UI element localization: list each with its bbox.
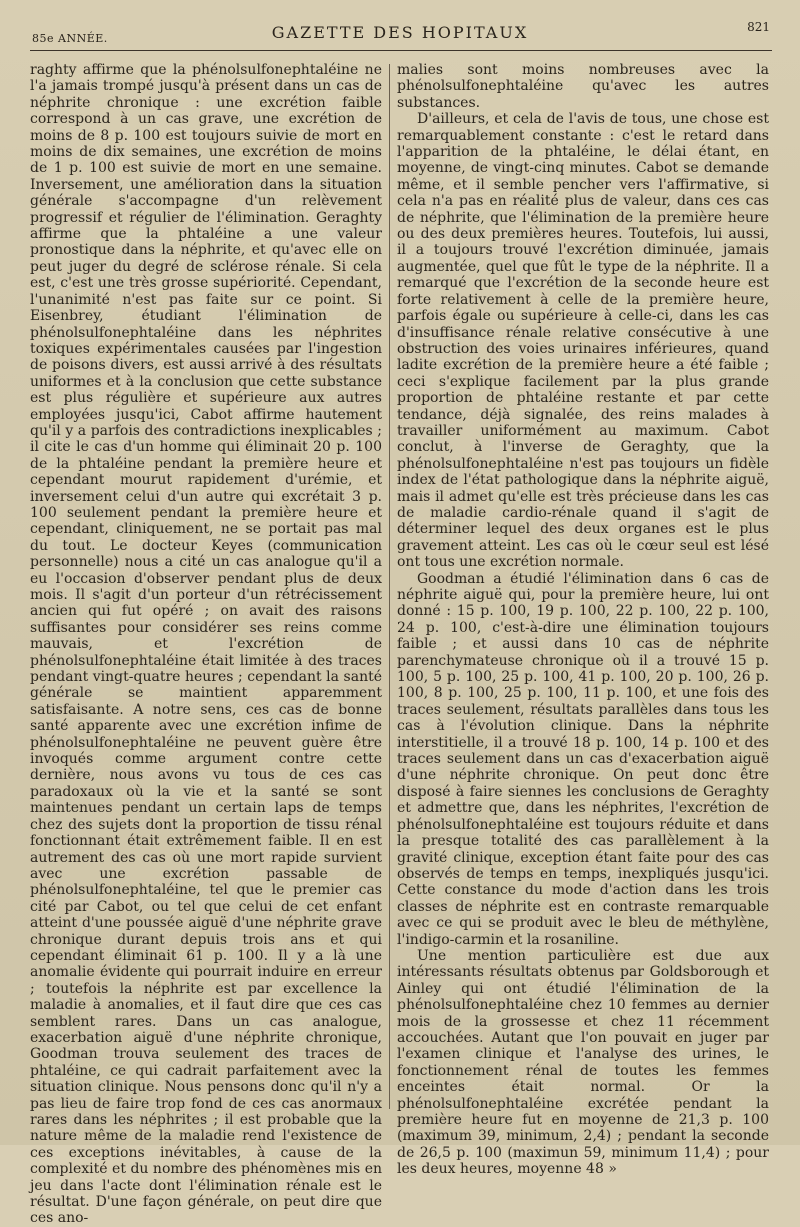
left-paragraph-1: raghty affirme que la phénolsulfonephtaléine ne l'a jamais trompé jusqu'à présent dans un cas de néphrite chronique : une excrétion faible correspond à un cas grave, une excrétion de moins de 8 p. 100 est toujours suivie de mort en moins de dix semaines, une excrétion de moins de 1 p. 100 est suivie de mort en une semaine. Inversement, une amélioration dans la situation générale s'accompagne d'un relèvement progressif et régulier de l'élimination. Geraghty affirme que la phtaléine a une valeur pronostique dans la néphrite, et qu'avec elle on peut juger du degré de sclérose rénale. Si cela est, c'est une très grosse supériorité. Cependant, l'unanimité n'est pas faite sur ce point. Si Eisenbrey, étudiant l'élimination de phénolsulfonephtaléine dans les néphrites toxiques expérimentales causées par l'ingestion de poisons divers, est aussi arrivé à des résultats uniformes et à la conclusion que cette substance est plus régulière et supérieure aux autres employées jusqu'ici, Cabot affirme hautement qu'il y a parfois des contradictions inexplicables ; il cite le cas d'un homme qui éliminait 20 p. 100 de la phtaléine pendant la première heure et cependant mourut rapidement d'urémie, et inversement celui d'un autre qui excrétait 3 p. 100 seulement pendant la première heure et cependant, cliniquement, ne se portait pas mal du tout. Le docteur Keyes (communication personnelle) nous a cité un cas analogue qu'il a eu l'occasion d'observer pendant plus de deux mois. Il s'agit d'un porteur d'un rétrécissement ancien qui fut opéré ; on avait des raisons suffisantes pour considérer ses reins comme mauvais, et l'excrétion de phénolsulfonephtaléine était limitée à des traces pendant vingt-quatre heures ; cependant la santé générale se maintient apparemment satisfaisante. A notre sens, ces cas de bonne santé apparente avec une excrétion infime de phénolsulfonephtaléine ne peuvent guère être invoqués comme argument contre cette dernière, nous avons vu tous de ces cas paradoxaux où la vie et la santé se sont maintenues pendant un certain laps de temps chez des sujets dont la proportion de tissu rénal fonctionnant était extrêmement faible. Il en est autrement des cas où une mort rapide survient avec une excrétion passable de phénolsulfonephtaléine, tel que le premier cas cité par Cabot, ou tel que celui de cet enfant atteint d'une poussée aiguë d'une néphrite grave chronique durant depuis trois ans et qui cependant éliminait 61 p. 100. Il y a là une anomalie évidente qui pourrait induire en erreur ; toutefois la néphrite est par excellence la maladie à anomalies, et il faut dire que ces cas semblent rares. Dans un cas analogue, exacerbation aiguë d'une néphrite chronique, Goodman trouva seulement des traces de phtaléine, ce qui cadrait parfaitement avec la situation clinique. Nous pensons donc qu'il n'y a pas lieu de faire trop fond de ces cas anormaux rares dans les néphrites ; il est probable que la nature même de la maladie rend l'existence de ces exceptions inévitables, à cause de la complexité et du nombre des phénomènes mis en jeu dans l'acte dont l'élimination rénale est le résultat. D'une façon générale, on peut dire que ces ano- bbox=[30, 62, 382, 1227]
right-paragraph-4: Une mention particulière est due aux intéressants résultats obtenus par Goldsborough et Ainley qui ont étudié l'élimination de la phénolsulfonephtaléine chez 10 femmes au dernier mois de la grossesse et chez 11 récemment accouchées. Autant que l'on pouvait en juger par l'examen clinique et l'analyse des urines, le fonctionnement rénal de toutes les femmes enceintes était normal. Or la phénolsulfonephtaléine excrétée pendant la première heure fut en moyenne de 21,3 p. 100 (maximum 39, minimum, 2,4) ; pendant la seconde de 26,5 p. 100 (maximun 59, minimum 11,4) ; pour les deux heures, moyenne 48 » bbox=[397, 947, 769, 1178]
page-number: 821 bbox=[747, 20, 770, 34]
page-header bbox=[30, 18, 770, 48]
right-paragraph-2: D'ailleurs, et cela de l'avis de tous, une chose est remarquablement constante : c'est le retard dans l'apparition de la phtaléine, le délai étant, en moyenne, de vingt-cinq minutes. Cabot se demande même, et il semble pencher vers l'affirmative, si cela n'a pas en réalité plus de valeur, dans ces cas de néphrite, que l'élimination de la première heure ou des deux premières heures. Toutefois, lui aussi, il a toujours trouvé l'excrétion diminuée, jamais augmentée, quel que fût le type de la néphrite. Il a remarqué que l'excrétion de la seconde heure est forte relativement à celle de la première heure, parfois égale ou supérieure à celle-ci, dans les cas d'insuffisance rénale relative consécutive à une obstruction des voies urinaires inférieures, quand ladite excrétion de la première heure a été faible ; ceci s'explique facilement par la plus grande proportion de phtaléine restante et par cette tendance, déjà signalée, des reins malades à travailler uniformément au maximum. Cabot conclut, à l'inverse de Geraghty, que la phénolsulfonephtaléine n'est pas toujours un fidèle index de l'état pathologique dans la néphrite aiguë, mais il admet qu'elle est très précieuse dans les cas de maladie cardio-rénale quand il s'agit de déterminer lequel des deux organes est le plus gravement atteint. Les cas où le cœur seul est lésé ont tous une excrétion normale. bbox=[397, 111, 769, 571]
left-column bbox=[30, 62, 382, 1227]
header-rule bbox=[30, 50, 772, 51]
journal-title: GAZETTE DES HOPITAUX bbox=[271, 23, 529, 42]
right-paragraph-3: Goodman a étudié l'élimination dans 6 cas de néphrite aiguë qui, pour la première heure, lui ont donné : 15 p. 100, 19 p. 100, 22 p. 100, 22 p. 100, 24 p. 100, c'est-à-dire une élimination toujours faible ; et aussi dans 10 cas de néphrite parenchymateuse chronique où il a trouvé 15 p. 100, 5 p. 100, 25 p. 100, 41 p. 100, 20 p. 100, 26 p. 100, 8 p. 100, 25 p. 100, 11 p. 100, et une fois des traces seulement, résultats parallèles dans tous les cas à l'évolution clinique. Dans la néphrite interstitielle, il a trouvé 18 p. 100, 14 p. 100 et des traces seulement dans un cas d'exacerbation aiguë d'une néphrite chronique. On peut donc être disposé à faire siennes les conclusions de Geraghty et admettre que, dans les néphrites, l'excrétion de phénolsulfonephtaléine est toujours réduite et dans la presque totalité des cas parallèlement à la gravité clinique, exception étant faite pour des cas observés de temps en temps, inexpliqués jusqu'ici. Cette constance du mode d'action dans les trois classes de néphrite est en contraste remarquable avec ce qui se produit avec le bleu de méthylène, l'indigo-carmin et la rosaniline. bbox=[397, 570, 769, 948]
column-divider bbox=[389, 64, 390, 1109]
volume-year: 85e ANNÉE. bbox=[32, 32, 108, 45]
right-column bbox=[397, 62, 769, 1178]
right-paragraph-1: malies sont moins nombreuses avec la phénolsulfonephtaléine qu'avec les autres substances. bbox=[397, 62, 769, 111]
